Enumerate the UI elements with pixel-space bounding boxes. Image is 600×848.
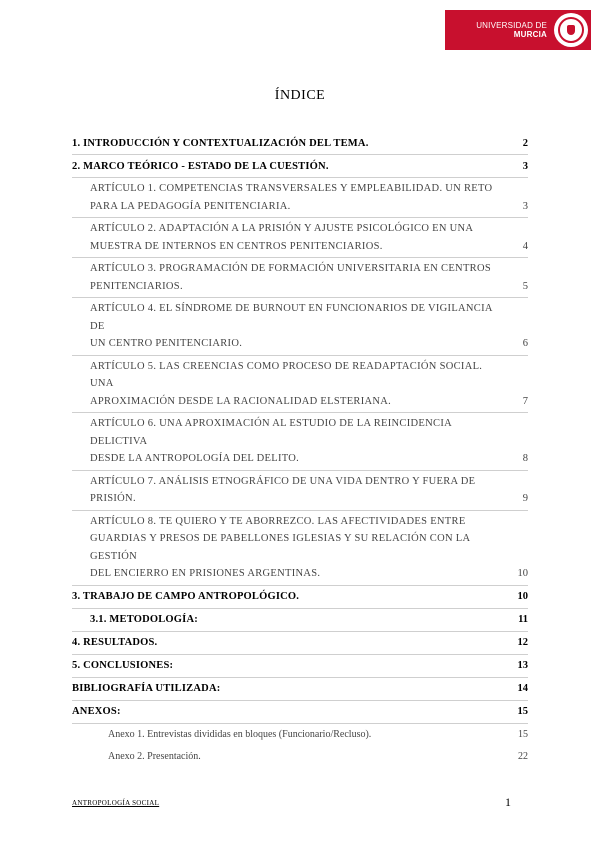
toc-entry-text: ANEXOS: [72,706,121,717]
article-line: DESDE LA ANTROPOLOGÍA DEL DELITO. [90,453,300,464]
article-line: ARTÍCULO 5. LAS CREENCIAS COMO PROCESO DE READAPTACIÓN SOCIAL. UNA [90,360,483,389]
toc-entry-1[interactable] [72,132,528,155]
article-line: ARTÍCULO 4. EL SÍNDROME DE BURNOUT EN FUNCIONARIOS DE VIGILANCIA DE [90,303,493,332]
article-line: ARTÍCULO 8. TE QUIERO Y TE ABORREZCO. LAS AFECTIVIDADES ENTRE [90,515,466,527]
article-line: GUARDIAS Y PRESOS DE PABELLONES IGLESIAS Y SU RELACIÓN CON LA GESTIÓN [90,533,470,562]
article-line: APROXIMACIÓN DESDE LA RACIONALIDAD ELSTERIANA. [90,395,392,407]
toc-article-4[interactable] [72,298,528,356]
toc-anexo-2[interactable] [72,746,528,768]
toc-page-number: 5 [522,280,528,292]
toc-page-number: 10 [517,591,528,602]
toc-entry-2[interactable] [72,155,528,178]
article-line: ARTÍCULO 1. COMPETENCIAS TRANSVERSALES Y EMPLEABILIDAD. UN RETO [90,183,493,194]
toc-article-7[interactable] [72,471,528,511]
toc-entry-anexos[interactable] [72,701,528,724]
toc-entry-text: Anexo 1. Entrevistas divididas en bloques (Funcionario/Recluso). [108,729,372,740]
toc-entry-text: 3. TRABAJO DE CAMPO ANTROPOLÓGICO. [72,591,300,602]
toc-entry-bibliografia[interactable] [72,678,528,701]
toc-entry-4[interactable] [72,632,528,655]
article-line: MUESTRA DE INTERNOS EN CENTROS PENITENCIARIOS. [90,240,383,252]
toc-entry-text: 2. MARCO TEÓRICO - ESTADO DE LA CUESTIÓN. [72,160,329,172]
page-title: ÍNDICE [274,88,326,103]
footer-page-number: 1 [505,795,511,809]
logo-line-2: MURCIA [513,30,547,39]
toc-page-number: 11 [518,614,528,625]
toc-anexo-1[interactable] [72,724,528,746]
toc-page-number: 10 [517,568,528,579]
article-line: ARTÍCULO 3. PROGRAMACIÓN DE FORMACIÓN UNIVERSITARIA EN CENTROS [90,263,491,274]
toc-article-8[interactable] [72,511,528,586]
toc-entry-5[interactable] [72,655,528,678]
toc-page-number: 15 [517,706,528,717]
article-line: DEL ENCIERRO EN PRISIONES ARGENTINAS. [90,568,321,579]
logo-line-1: UNIVERSIDAD DE [476,21,547,30]
university-seal-icon [554,13,588,47]
toc-page-number: 13 [517,660,528,671]
footer-course-name: ANTROPOLOGÍA SOCIAL [72,799,160,807]
toc-entry-3-1[interactable] [72,609,528,632]
toc-entry-text: 5. CONCLUSIONES: [72,660,174,671]
article-line: PARA LA PEDAGOGÍA PENITENCIARIA. [90,200,291,212]
article-line: PRISIÓN. [90,493,136,504]
toc-entry-text: BIBLIOGRAFÍA UTILIZADA: [72,683,221,694]
toc-page-number: 12 [517,637,528,648]
toc-page-number: 3 [522,160,528,172]
toc-page-number: 15 [518,729,528,740]
toc-page-number: 2 [522,137,528,149]
table-of-contents [72,132,528,768]
toc-page-number: 7 [522,395,528,407]
toc-page-number: 3 [522,200,528,212]
article-line: ARTÍCULO 6. UNA APROXIMACIÓN AL ESTUDIO DE LA REINCIDENCIA DELICTIVA [90,418,452,447]
article-line: ARTÍCULO 7. ANÁLISIS ETNOGRÁFICO DE UNA VIDA DENTRO Y FUERA DE [90,475,476,487]
toc-article-6[interactable] [72,413,528,471]
toc-page-number: 6 [522,338,528,349]
article-line: PENITENCIARIOS. [90,280,183,292]
toc-page-number: 9 [522,493,528,504]
toc-article-1[interactable] [72,178,528,218]
toc-article-5[interactable] [72,356,528,414]
toc-entry-text: 3.1. METODOLOGÍA: [90,614,198,625]
article-line: UN CENTRO PENITENCIARIO. [90,338,243,349]
toc-article-3[interactable] [72,258,528,298]
article-line: ARTÍCULO 2. ADAPTACIÓN A LA PRISIÓN Y AJUSTE PSICOLÓGICO EN UNA [90,223,474,234]
toc-entry-text: 4. RESULTADOS. [72,637,158,648]
toc-page-number: 4 [522,240,528,252]
toc-entry-3[interactable] [72,586,528,609]
toc-article-2[interactable] [72,218,528,258]
toc-page-number: 14 [517,683,528,694]
toc-entry-text: 1. INTRODUCCIÓN Y CONTEXTUALIZACIÓN DEL TEMA. [72,137,369,149]
toc-page-number: 22 [518,751,528,762]
logo-text [445,21,551,39]
toc-page-number: 8 [522,453,528,464]
toc-entry-text: Anexo 2. Presentación. [108,751,201,762]
university-logo [445,10,591,50]
